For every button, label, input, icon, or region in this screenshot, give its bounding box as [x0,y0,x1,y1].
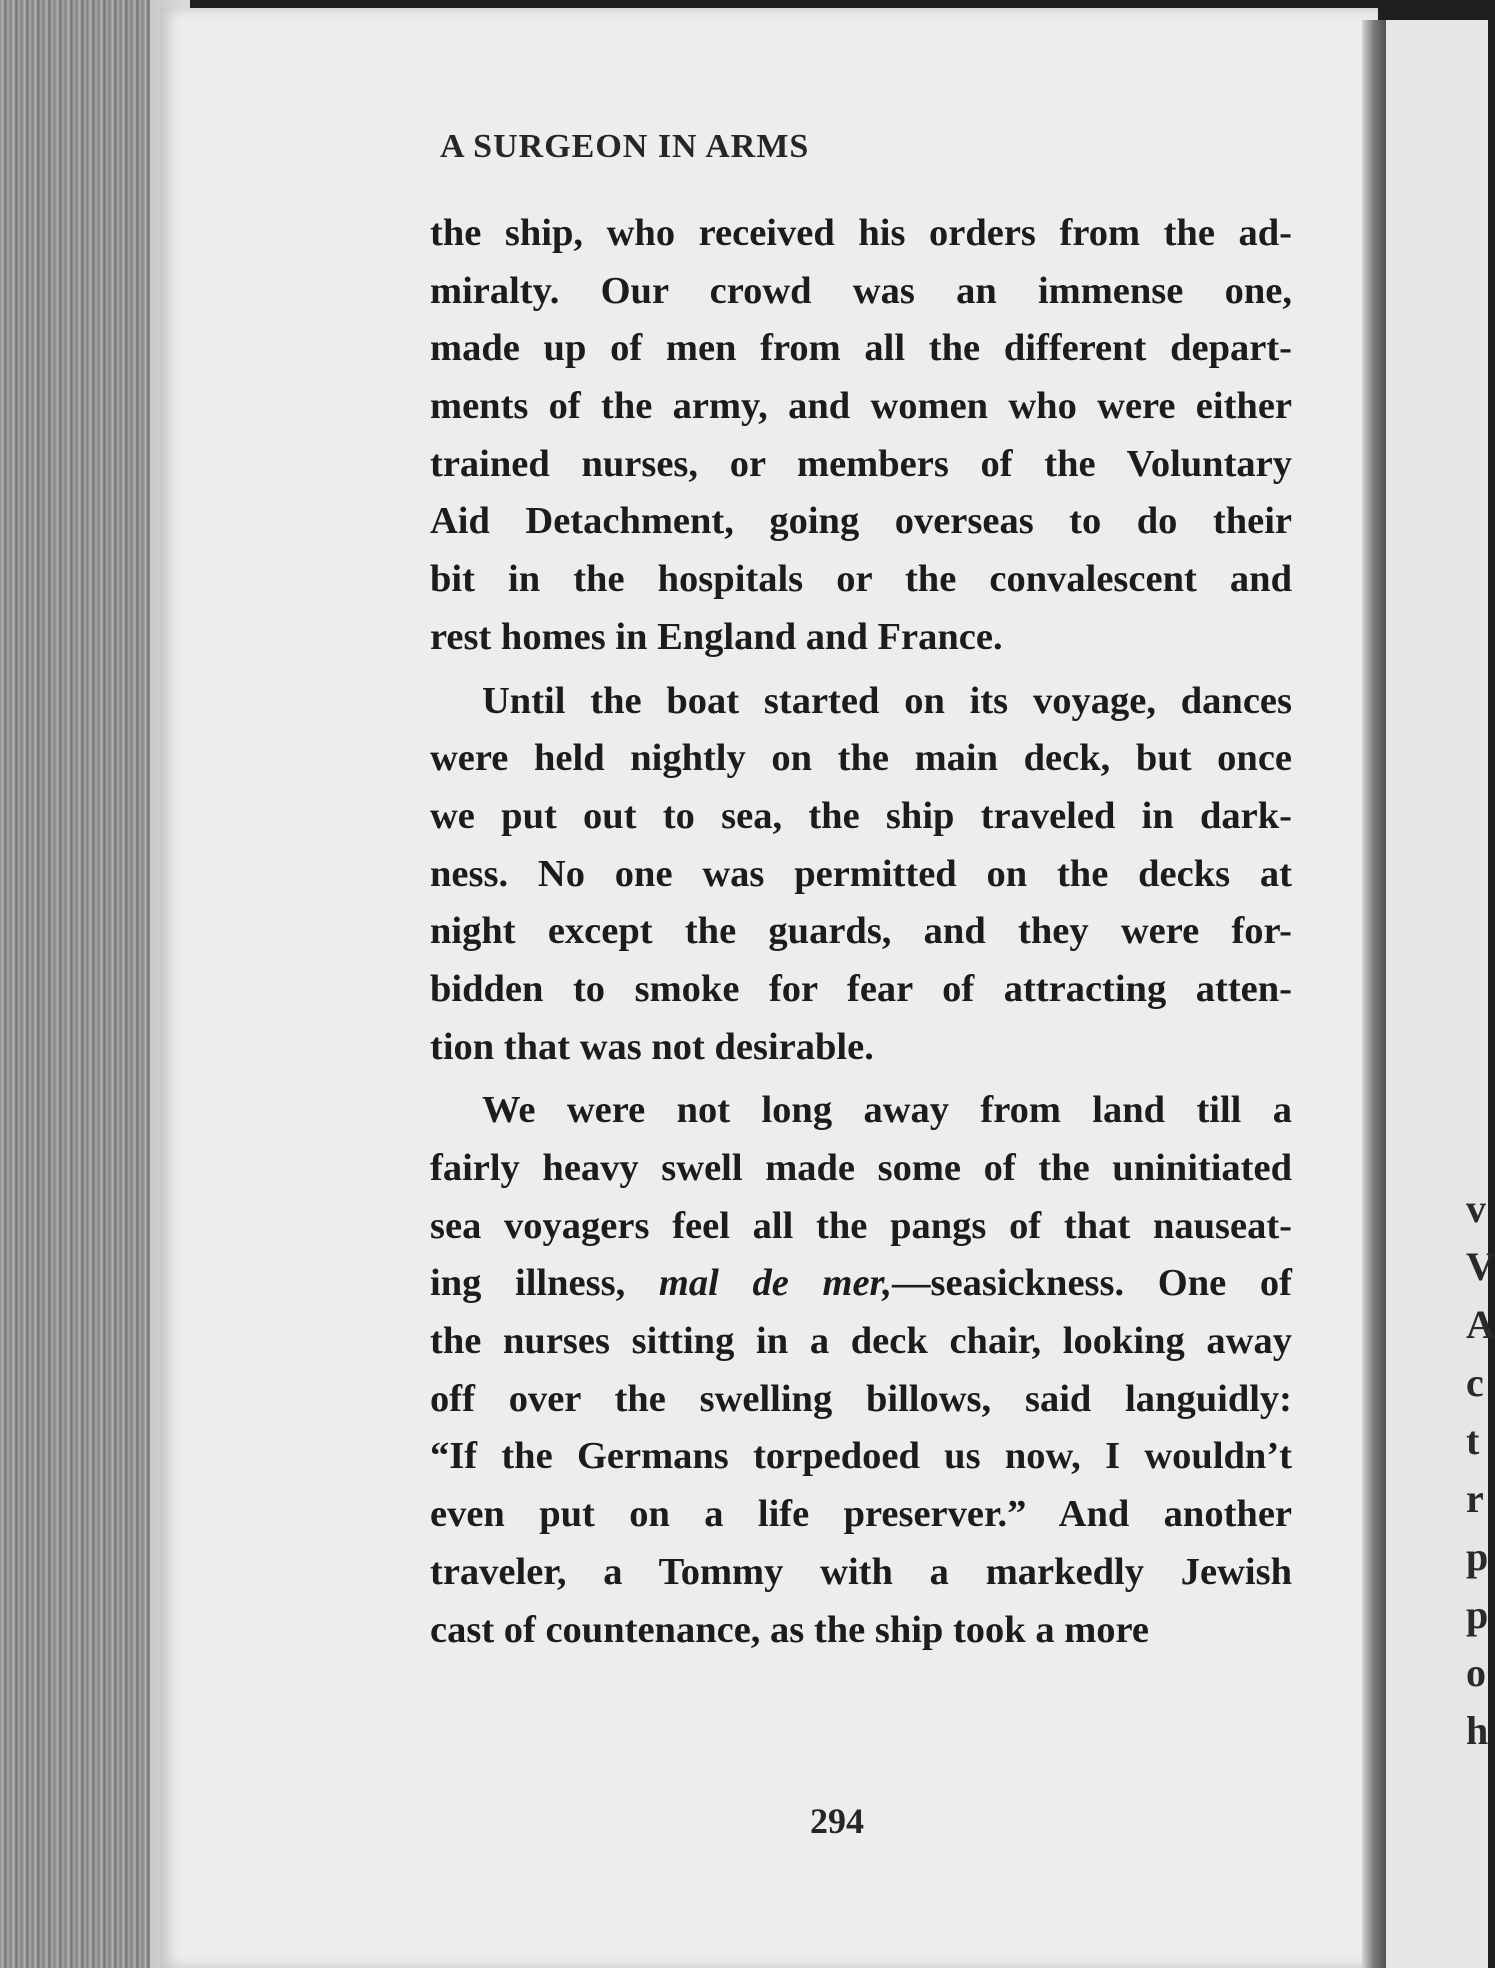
text-line: trained nurses, or members of the Voluntary [430,442,1292,485]
text-line: sea voyagers feel all the pangs of that nauseat- [430,1204,1292,1247]
text-line: night except the guards, and they were for- [430,910,1292,953]
facing-letter: r [1466,1476,1484,1521]
facing-letter: h [1466,1708,1489,1753]
text-line: traveler, a Tommy with a markedly Jewish [430,1550,1292,1593]
paragraph [430,673,1292,1077]
text-line: Aid Detachment, going overseas to do their [430,500,1292,543]
text-line: even put on a life preserver.” And another [430,1493,1292,1536]
body-text [430,205,1292,1659]
paragraph [430,1082,1292,1659]
text-line: miralty. Our crowd was an immense one, [430,269,1292,312]
facing-letter: t [1466,1418,1480,1463]
text-line: bit in the hospitals or the convalescent and [430,558,1292,601]
facing-page-letters [1466,1180,1495,1760]
facing-letter: V [1466,1244,1495,1289]
text-line: ments of the army, and women who were either [430,385,1292,428]
text-line: fairly heavy swell made some of the uninitiated [430,1147,1292,1189]
facing-letter: c [1466,1360,1484,1405]
text-line: “If the Germans torpedoed us now, I wouldn’t [430,1435,1292,1478]
page-number: 294 [810,1801,864,1841]
running-head: A SURGEON IN ARMS [440,128,810,165]
book-gutter [1362,20,1386,1968]
text-line: Until the boat started on its voyage, dances [482,679,1292,722]
text-line: were held nightly on the main deck, but once [430,737,1292,780]
paragraph [430,205,1292,667]
text-line: made up of men from all the different depart- [430,327,1292,370]
facing-letter: p [1466,1592,1489,1637]
text-line: ness. No one was permitted on the decks at [430,852,1292,895]
text-line: tion that was not desirable. [430,1025,874,1068]
facing-letter: A [1466,1302,1495,1347]
text-line: We were not long away from land till a [482,1089,1292,1132]
facing-letter: v [1466,1186,1486,1231]
text-line: ing illness, mal de mer,—seasickness. One of [430,1262,1293,1305]
text-line: cast of countenance, as the ship took a more [430,1608,1149,1651]
facing-letter: o [1466,1650,1486,1695]
text-line: off over the swelling billows, said languidly: [430,1377,1292,1420]
page-edges-stack [0,0,185,1968]
text-line: the nurses sitting in a deck chair, looking away [430,1320,1292,1363]
text-line: we put out to sea, the ship traveled in dark- [430,794,1292,837]
text-line: bidden to smoke for fear of attracting atten- [430,967,1292,1010]
text-line: rest homes in England and France. [430,615,1003,658]
facing-letter: p [1466,1534,1489,1579]
text-line: the ship, who received his orders from the ad- [430,212,1292,254]
